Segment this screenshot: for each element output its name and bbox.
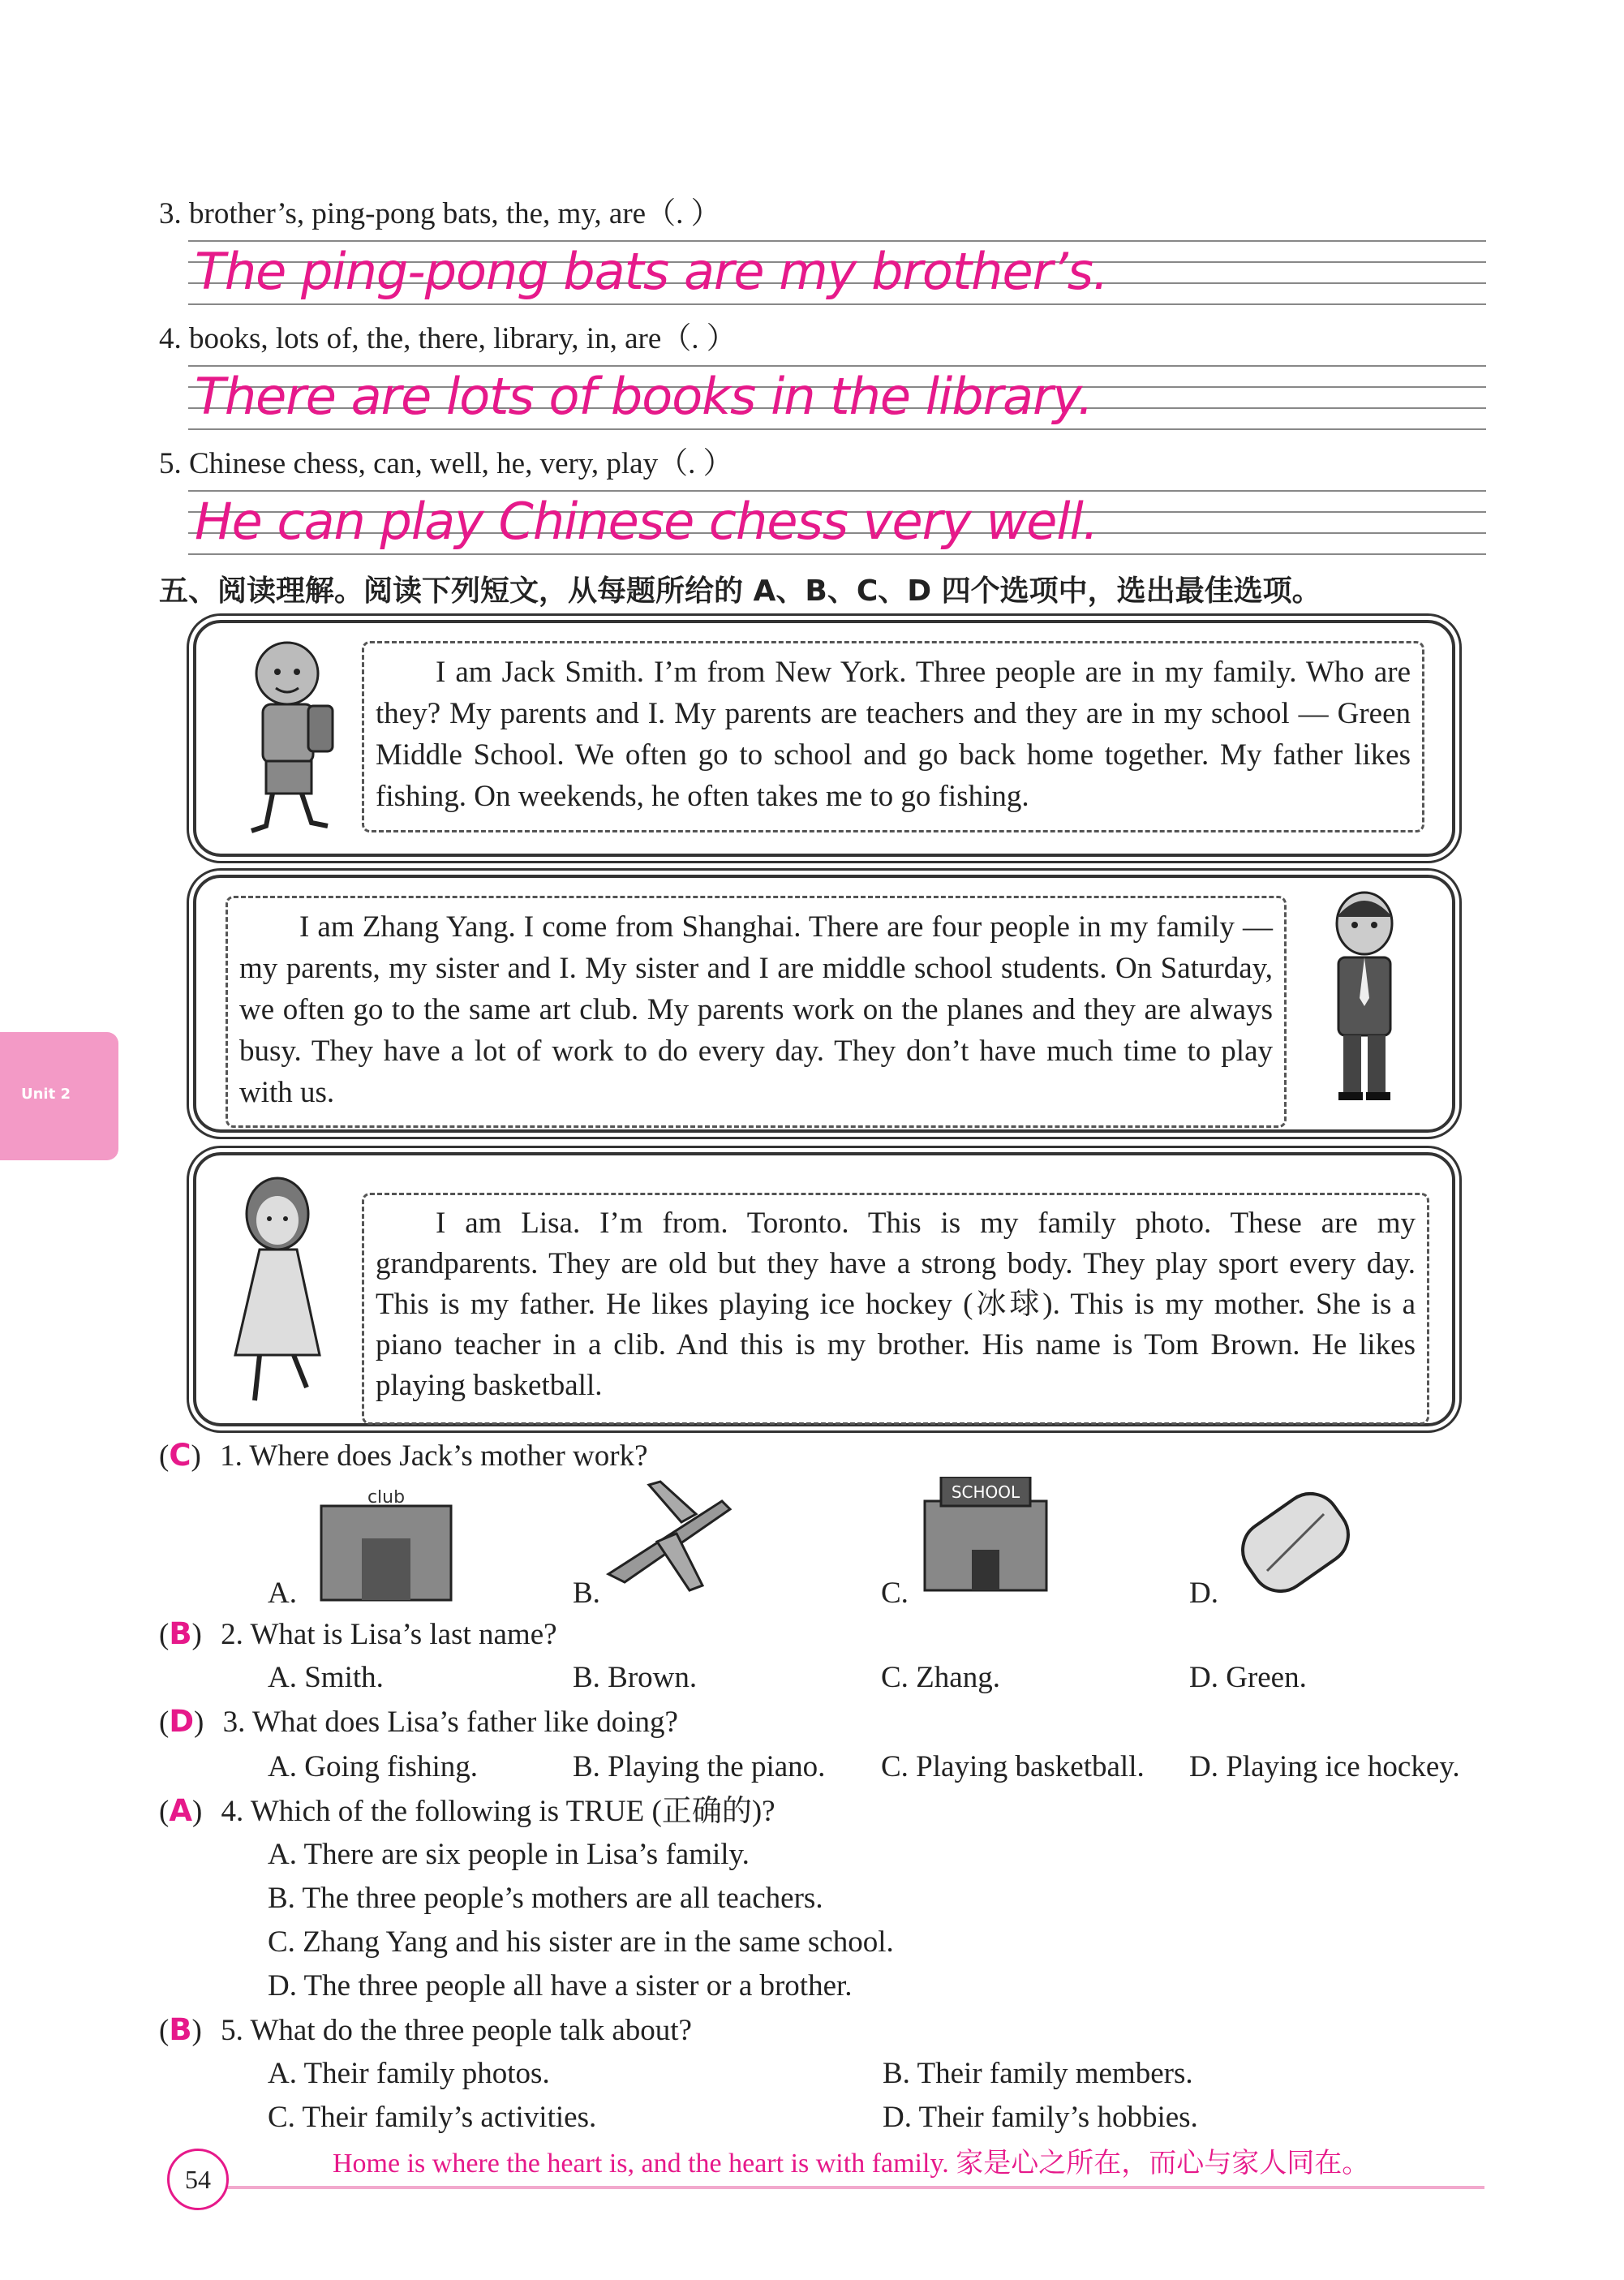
q1-option-b: B. <box>573 1577 600 1610</box>
question-2: (B) 2. What is Lisa’s last name? <box>159 1616 557 1651</box>
q3-option-d: D. Playing ice hockey. <box>1189 1750 1460 1783</box>
q5-option-c: C. Their family’s activities. <box>268 2101 597 2134</box>
q2-option-d: D. Green. <box>1189 1661 1307 1694</box>
question-2-answer: B <box>169 1616 192 1651</box>
q1-option-a: A. <box>268 1577 297 1610</box>
ice-rink-icon <box>1227 1482 1364 1603</box>
passage-3-paragraph: I am Lisa. I’m from. Toronto. This is my family photo. These are my grandparents. They are old but they have a strong body. They play sport every day. This is my father. He likes playing ice hockey (冰球). This is my mother. She is a piano teacher in a clib. And this is my brother. His name is Tom Brown. He likes playing basketball. <box>376 1207 1416 1402</box>
question-4: (A) 4. Which of the following is TRUE (正确的)? <box>159 1793 775 1828</box>
passage-text-1 <box>362 641 1424 832</box>
q3-option-b: B. Playing the piano. <box>573 1750 826 1783</box>
airplane-icon <box>592 1477 738 1598</box>
girl-illustration <box>219 1168 341 1412</box>
question-1-answer: C <box>169 1438 191 1473</box>
unit-tab-label: Unit 2 <box>21 1086 71 1103</box>
q4-option-b: B. The three people’s mothers are all teachers. <box>268 1882 823 1915</box>
q4-option-c: C. Zhang Yang and his sister are in the same school. <box>268 1925 894 1959</box>
question-4-text: 4. Which of the following is TRUE (正确的)? <box>221 1795 775 1828</box>
question-3-answer: D <box>169 1704 195 1739</box>
question-1-text: 1. Where does Jack’s mother work? <box>220 1439 648 1473</box>
q1-option-d: D. <box>1189 1577 1218 1610</box>
passage-2-paragraph: I am Zhang Yang. I come from Shanghai. There are four people in my family — my parents, my sister and I. My sister and I are middle school students. On Saturday, we often go to the same art club. My parents work on the planes and they are always busy. They have a lot of work to do every day. They don’t have much time to play with us. <box>239 910 1273 1109</box>
section-title: 五、阅读理解。阅读下列短文，从每题所给的 A、B、C、D 四个选项中，选出最佳选项。 <box>159 574 1321 608</box>
q5-option-d: D. Their family’s hobbies. <box>883 2101 1198 2134</box>
passage-1-paragraph: I am Jack Smith. I’m from New York. Three people are in my family. Who are they? My parents and I. My parents are teachers and they are in my school — Green Middle School. We often go to school and go back home together. My father likes fishing. On weekends, he often takes me to go fishing. <box>376 656 1411 813</box>
q1-option-c: C. <box>881 1577 909 1610</box>
question-5-answer: B <box>169 2012 192 2047</box>
question-3: (D) 3. What does Lisa’s father like doing? <box>159 1704 678 1739</box>
q3-option-a: A. Going fishing. <box>268 1750 478 1783</box>
question-5: (B) 5. What do the three people talk about? <box>159 2012 692 2047</box>
writing-answer-5: He can play Chinese chess very well. <box>195 492 1098 551</box>
question-3-text: 3. What does Lisa’s father like doing? <box>222 1706 678 1739</box>
q5-option-a: A. Their family photos. <box>268 2057 550 2090</box>
school-sign: SCHOOL <box>951 1482 1020 1502</box>
q3-option-c: C. Playing basketball. <box>881 1750 1145 1783</box>
writing-prompt-3: 3. brother’s, ping-pong bats, the, my, are（. ） <box>159 197 721 230</box>
page-number: 54 <box>167 2149 229 2210</box>
writing-answer-3: The ping-pong bats are my brother’s. <box>195 242 1108 301</box>
footer-quote: Home is where the heart is, and the heart is with family. 家是心之所在，而心与家人同在。 <box>333 2149 1370 2179</box>
question-4-answer: A <box>169 1793 192 1828</box>
passage-text-2 <box>226 896 1287 1128</box>
q5-option-b: B. Their family members. <box>883 2057 1193 2090</box>
writing-prompt-4: 4. books, lots of, the, there, library, in, are（. ） <box>159 322 737 355</box>
unit-tab <box>0 1032 118 1160</box>
boy-backpack-illustration <box>227 631 349 839</box>
q2-option-c: C. Zhang. <box>881 1661 1000 1694</box>
boy-suit-illustration <box>1319 884 1408 1103</box>
question-1: (C) 1. Where does Jack’s mother work? <box>159 1438 648 1473</box>
passage-text-3 <box>362 1193 1429 1425</box>
club-sign: club <box>367 1490 406 1508</box>
writing-prompt-5: 5. Chinese chess, can, well, he, very, play（. ） <box>159 447 733 480</box>
q4-option-d: D. The three people all have a sister or a brother. <box>268 1969 853 2003</box>
q2-option-a: A. Smith. <box>268 1661 384 1694</box>
footer-divider <box>203 2186 1484 2189</box>
club-building-icon <box>313 1490 459 1603</box>
q4-option-a: A. There are six people in Lisa’s family. <box>268 1838 750 1871</box>
q2-option-b: B. Brown. <box>573 1661 698 1694</box>
question-2-text: 2. What is Lisa’s last name? <box>221 1618 557 1651</box>
school-building-icon <box>917 1477 1055 1598</box>
question-5-text: 5. What do the three people talk about? <box>221 2014 692 2047</box>
writing-answer-4: There are lots of books in the library. <box>195 367 1093 426</box>
